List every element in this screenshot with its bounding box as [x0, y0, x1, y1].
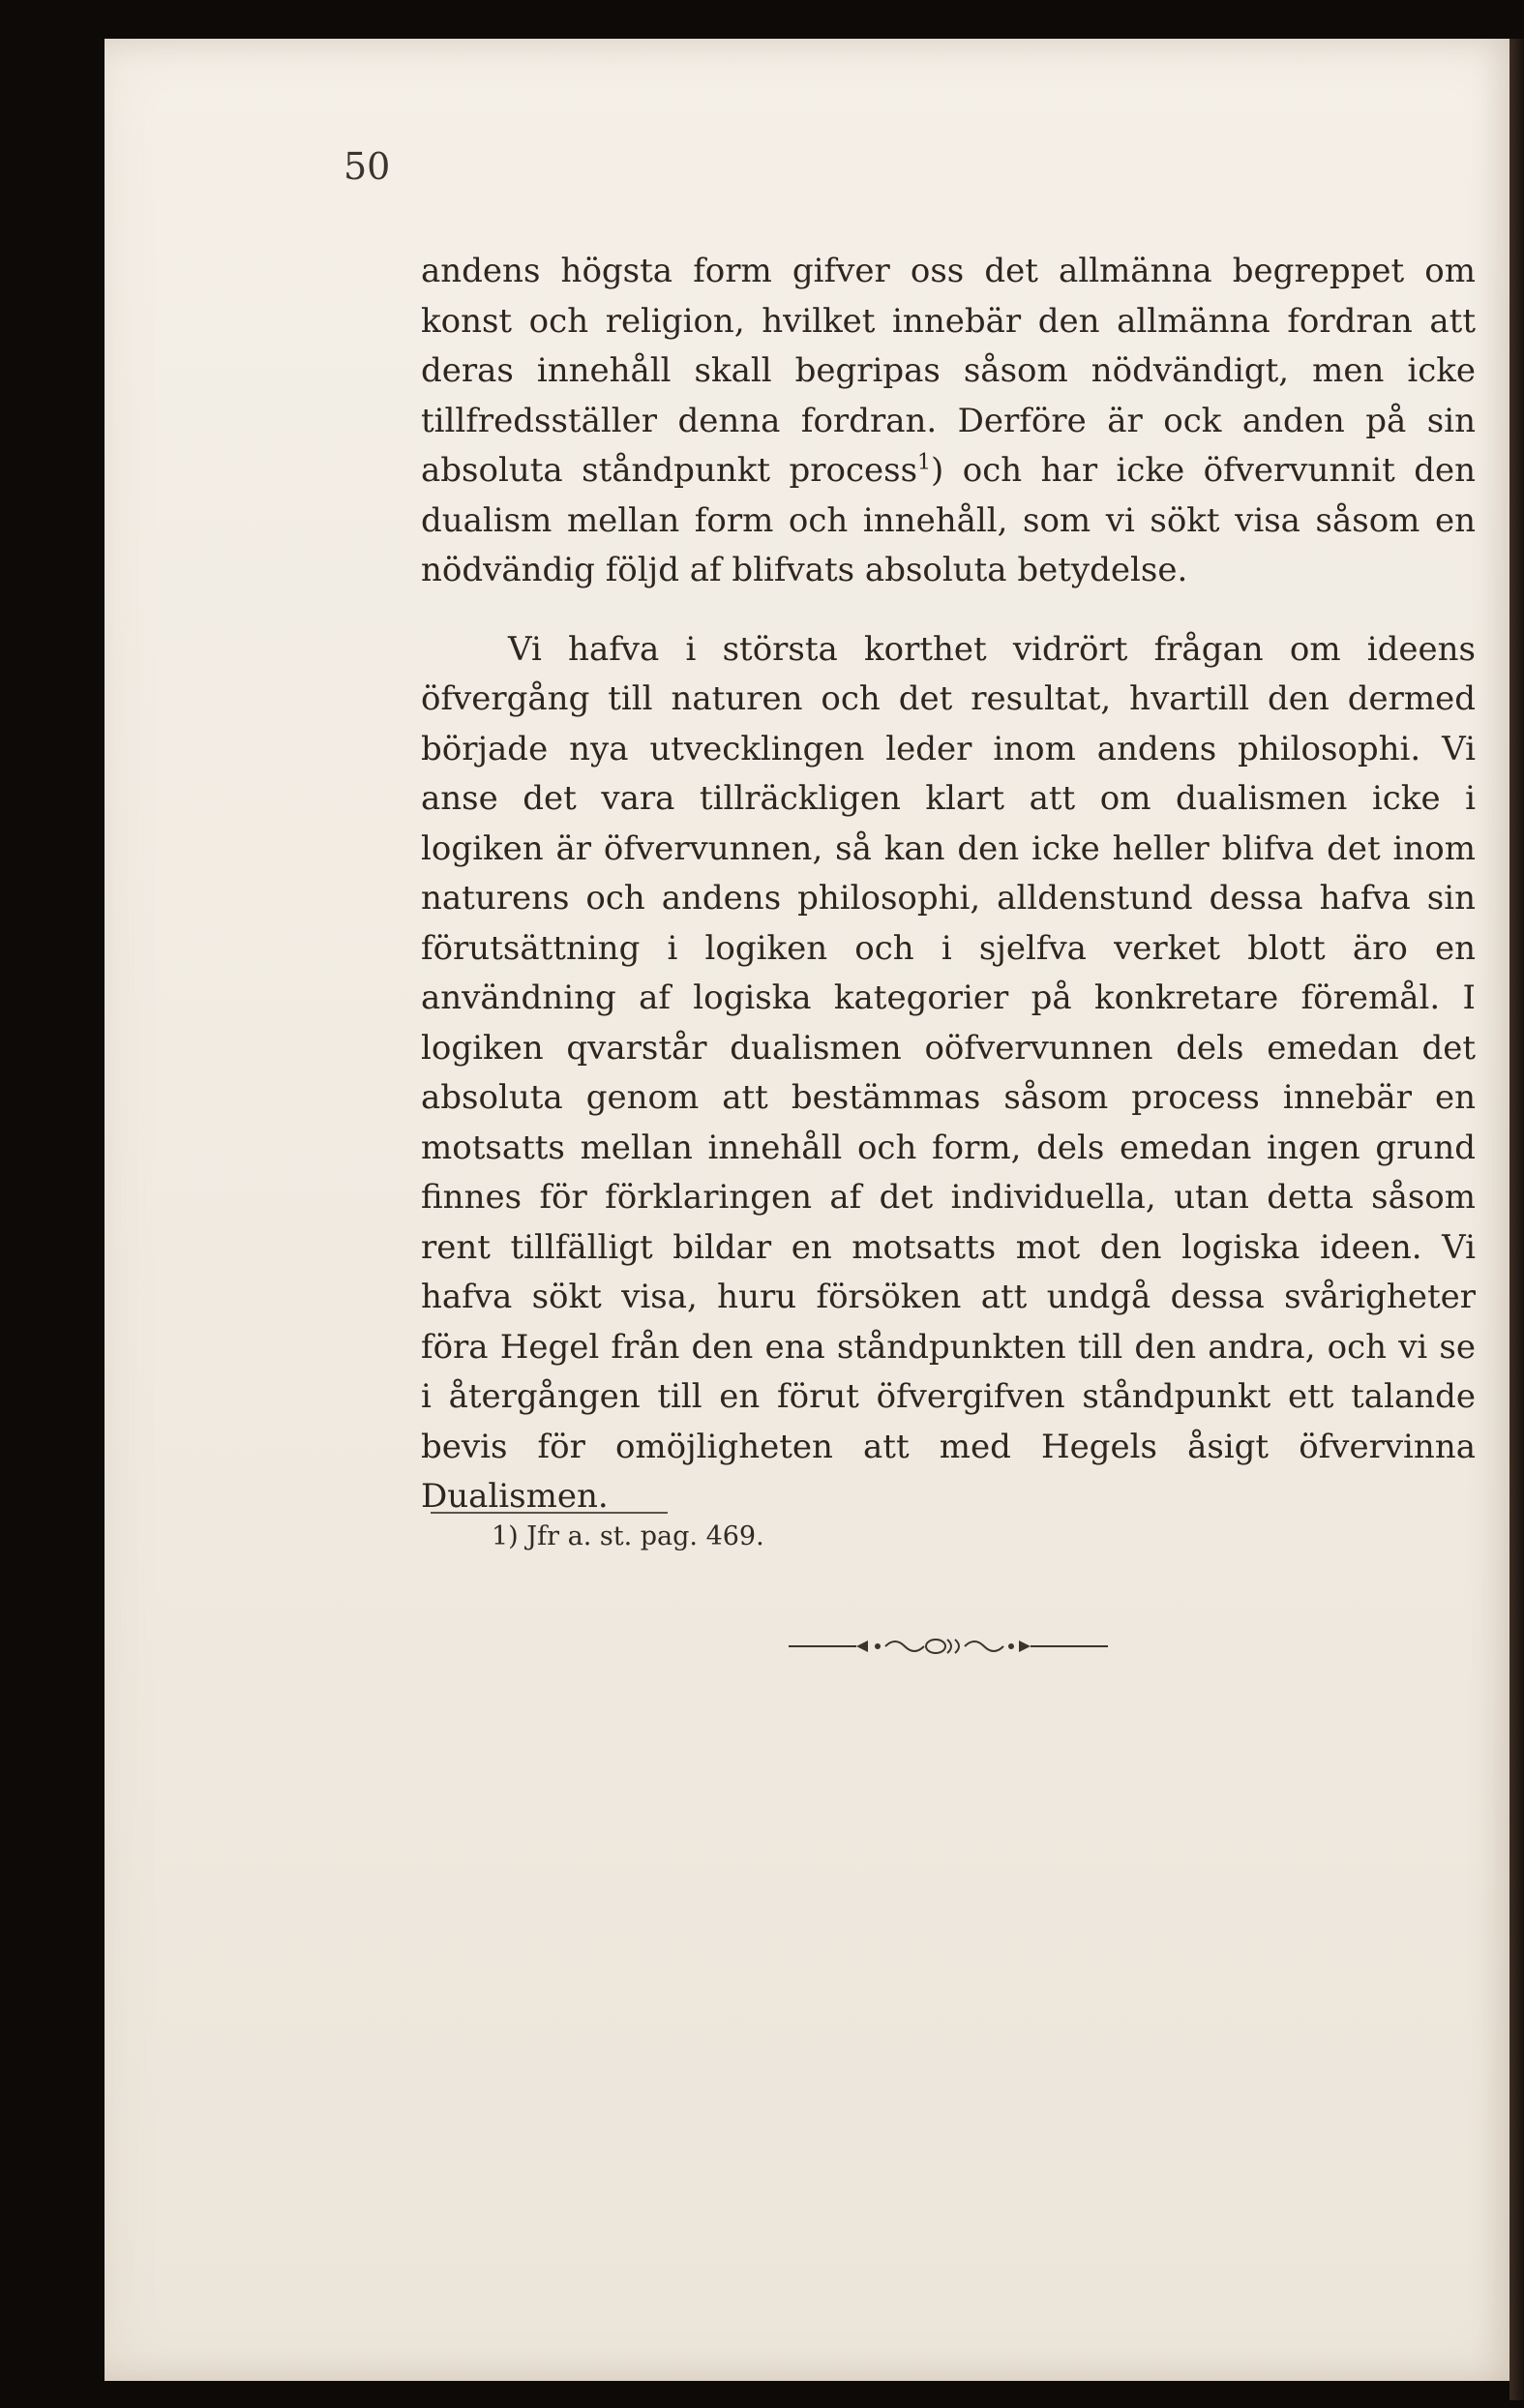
page-number: 50	[344, 145, 391, 188]
footnote-rule	[431, 1512, 668, 1514]
ornament-divider-icon	[789, 1632, 1118, 1661]
footnote-marker: 1	[917, 450, 932, 475]
paragraph-1-end: ) och har icke öfvervunnit den dualism mellan form och innehåll, som vi sökt visa såsom en nödvändig följd af blifvats absoluta betydelse.	[421, 451, 1476, 589]
footnote: 1) Jfr a. st. pag. 469.	[492, 1521, 764, 1551]
paragraph-1	[421, 247, 1476, 596]
main-text	[421, 247, 1476, 1522]
paragraph-2: Vi hafva i största korthet vidrört frågan om ideens öfvergång till naturen och det resultat, hvartill den dermed började nya utvecklingen leder inom andens philosophi. Vi anse det vara tillräckligen klart att om dualismen icke i logiken är öfvervunnen, så kan den icke heller blifva det inom naturens och andens philosophi, alldenstund dessa hafva sin förutsättning i logiken och i sjelfva verket blott äro en användning af logiska kategorier på konkretare föremål. I logiken qvarstår dualismen oöfvervunnen dels emedan det absoluta genom att bestämmas såsom process innebär en motsatts mellan innehåll och form, dels emedan ingen grund finnes för förklaringen af det individuella, utan detta såsom rent tillfälligt bildar en motsatts mot den logiska ideen. Vi hafva sökt visa, huru försöken att undgå dessa svårigheter föra Hegel från den ena ståndpunkten till den andra, och vi se i återgången till en förut öfvergifven ståndpunkt ett talande bevis för omöjligheten att med Hegels åsigt öfvervinna Dualismen.	[421, 629, 1476, 1516]
paragraph-1-start: andens högsta form gifver oss det allmänna begreppet om konst och religion, hvilket innebär den allmänna fordran att deras innehåll skall begripas såsom nödvändigt, men icke tillfredsställer denna fordran. Derföre är ock anden på sin absoluta ståndpunkt process	[421, 252, 1476, 490]
page-edge-shadow	[1509, 39, 1524, 2400]
